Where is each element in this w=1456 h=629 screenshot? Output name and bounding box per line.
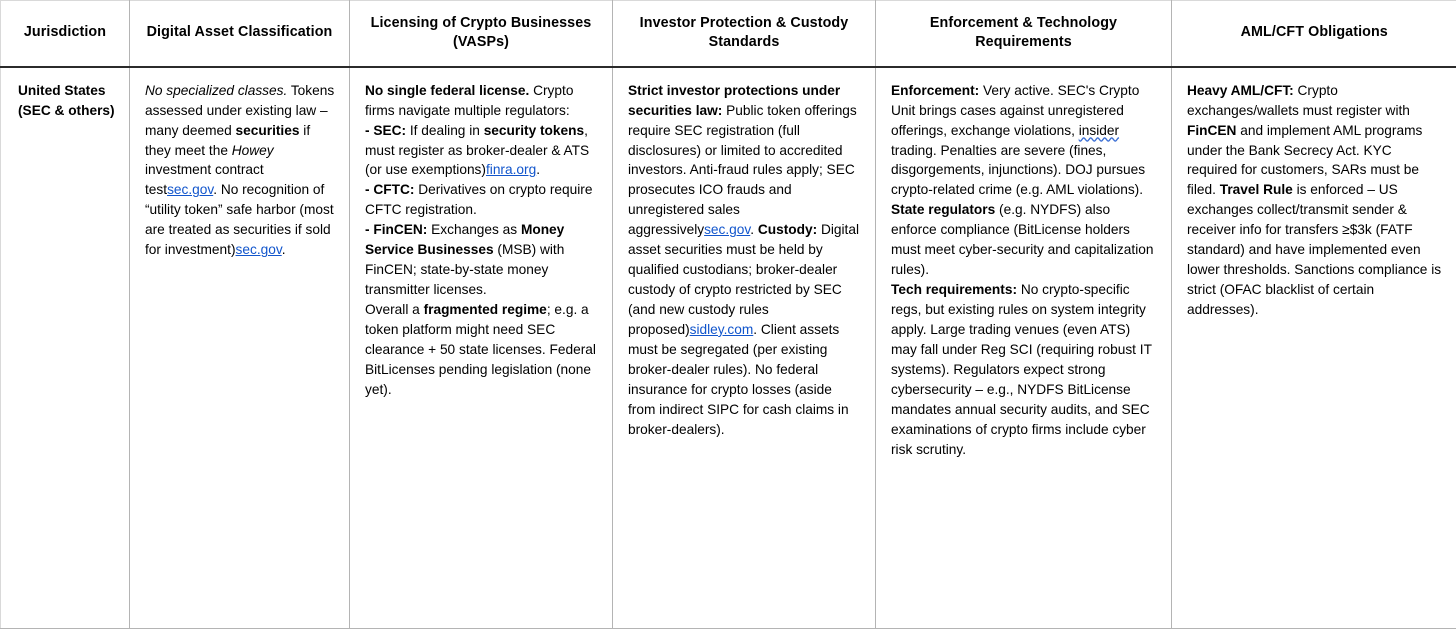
- enforcement-text: Enforcement: Very active. SEC's Crypto Unit brings cases against unregistered offerings, exchange violations, insider trading. Penalties are severe (fines, disgorgements, injunctions). DOJ pursues crypto-related crime (e.g. AML violations). State regulators (e.g. NYDFS) also enforce compliance (BitLicense holders must meet cyber-security and capitalization rules). Tech requirements: No crypto-specific regs, but existing rules on system integrity apply. Large trading venues (even ATS) may fall under Reg SCI (requiring robust IT systems). Regulators expect strong cybersecurity – e.g., NYDFS BitLicense mandates annual security audits, and SEC examinations of crypto firms include cyber risk scrutiny.: [891, 81, 1157, 460]
- licensing-bold-security-tokens: security tokens: [484, 123, 584, 138]
- cell-licensing-vasps: [350, 67, 613, 629]
- classification-emphasis-howey: Howey: [232, 143, 274, 158]
- cell-digital-asset-classification: [130, 67, 350, 629]
- investor-bold-custody: Custody:: [758, 222, 817, 237]
- column-header-investor-protection: Investor Protection & Custody Standards: [613, 1, 876, 67]
- column-header-enforcement: Enforcement & Technology Requirements: [876, 1, 1172, 67]
- column-header-jurisdiction: Jurisdiction: [1, 1, 130, 67]
- jurisdiction-regulators: (SEC & others): [18, 103, 115, 118]
- aml-bold-heavy-aml-cft: Heavy AML/CFT:: [1187, 83, 1294, 98]
- link-sec-gov[interactable]: sec.gov: [236, 242, 282, 257]
- investor-bold-strict-protections: Strict investor protections under securities law:: [628, 83, 840, 118]
- licensing-bold-fincen: - FinCEN:: [365, 222, 427, 237]
- aml-bold-fincen: FinCEN: [1187, 123, 1236, 138]
- cell-investor-protection-custody: [613, 67, 876, 629]
- column-header-classification: Digital Asset Classification: [130, 1, 350, 67]
- licensing-bold-no-single-license: No single federal license.: [365, 83, 529, 98]
- table-body: [1, 67, 1456, 629]
- table-row: [1, 67, 1456, 629]
- licensing-bold-msb: Money Service Businesses: [365, 222, 564, 257]
- table-header-row: [1, 1, 1456, 67]
- enforcement-bold-enforcement: Enforcement:: [891, 83, 979, 98]
- investor-text: Strict investor protections under securities law: Public token offerings require SEC registration (full disclosures) or limited to accredited investors. Anti-fraud rules apply; SEC prosecutes ICO frauds and unregistered sales aggressivelysec.gov. Custody: Digital asset securities must be held by qualified custodians; broker-dealer custody of crypto restricted by SEC (and new custody rules proposed)sidley.com. Client assets must be segregated (per existing broker-dealer rules). No federal insurance for crypto losses (aside from indirect SIPC for cash claims in broker-dealers).: [628, 81, 861, 440]
- link-finra-org[interactable]: finra.org: [486, 162, 536, 177]
- spellcheck-flagged-word: insider: [1079, 123, 1119, 138]
- aml-bold-travel-rule: Travel Rule: [1220, 182, 1293, 197]
- cell-jurisdiction: [1, 67, 130, 629]
- table-header: [1, 1, 1456, 67]
- link-sidley-com[interactable]: sidley.com: [690, 322, 754, 337]
- classification-text: No specialized classes. Tokens assessed under existing law – many deemed securities if they meet the Howey investment contract testsec.gov. No recognition of “utility token” safe harbor (most are treated as securities if sold for investment)sec.gov.: [145, 81, 335, 260]
- column-header-aml-cft: AML/CFT Obligations: [1172, 1, 1456, 67]
- enforcement-bold-state-regulators: State regulators: [891, 202, 995, 217]
- column-header-licensing: Licensing of Crypto Businesses (VASPs): [350, 1, 613, 67]
- link-sec-gov[interactable]: sec.gov: [167, 182, 213, 197]
- licensing-bold-cftc: - CFTC:: [365, 182, 414, 197]
- licensing-bold-sec: - SEC:: [365, 123, 406, 138]
- jurisdiction-name: United States: [18, 83, 105, 98]
- aml-text: Heavy AML/CFT: Crypto exchanges/wallets must register with FinCEN and implement AML programs under the Bank Secrecy Act. KYC required for customers, SARs must be filed. Travel Rule is enforced – US exchanges collect/transmit sender & receiver info for transfers ≥$3k (FATF standard) and have implemented even lower thresholds. Sanctions compliance is strict (OFAC blacklist of certain addresses).: [1187, 81, 1443, 320]
- enforcement-bold-tech-requirements: Tech requirements:: [891, 282, 1017, 297]
- cell-aml-cft-obligations: [1172, 67, 1456, 629]
- licensing-bold-fragmented-regime: fragmented regime: [424, 302, 547, 317]
- licensing-text: No single federal license. Crypto firms navigate multiple regulators: - SEC: If dealing in security tokens, must register as broker-dealer & ATS (or use exemptions)finra.org. - CFTC: Derivatives on crypto require CFTC registration. - FinCEN: Exchanges as Money Service Businesses (MSB) with FinCEN; state-by-state money transmitter licenses. Overall a fragmented regime; e.g. a token platform might need SEC clearance + 50 state licenses. Federal BitLicenses pending legislation (none yet).: [365, 81, 598, 400]
- cell-enforcement-technology: [876, 67, 1172, 629]
- link-sec-gov[interactable]: sec.gov: [704, 222, 750, 237]
- classification-emphasis-no-specialized: No specialized classes.: [145, 83, 287, 98]
- classification-bold-securities: securities: [236, 123, 300, 138]
